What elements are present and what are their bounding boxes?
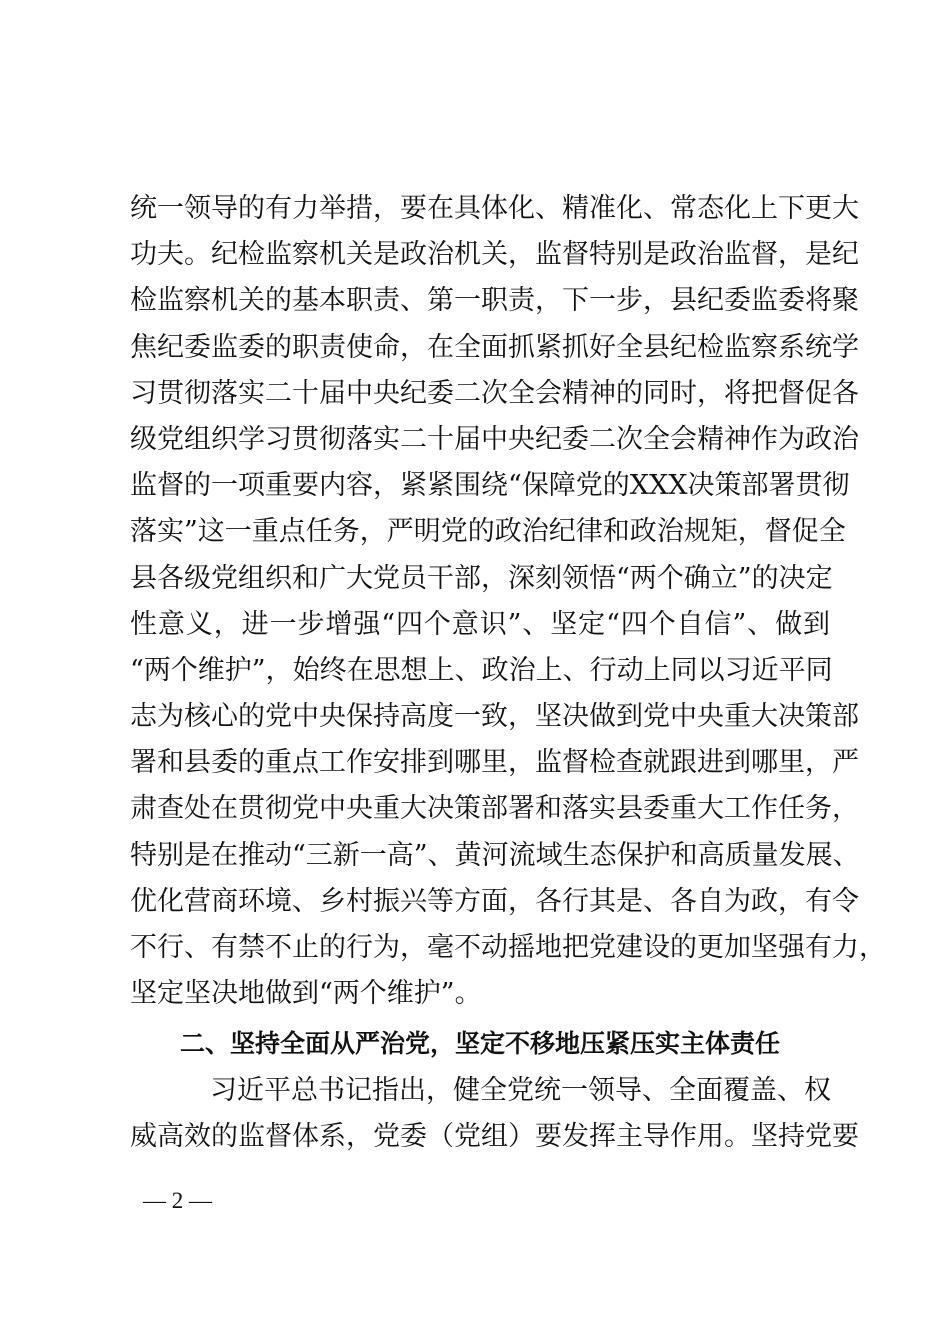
body-line-2: 功夫。纪检监察机关是政治机关，监督特别是政治监督，是纪	[130, 239, 859, 271]
body-line-12: 志为核心的党中央保持高度一致，坚决做到党中央重大决策部	[130, 701, 859, 733]
body-line-13: 署和县委的重点工作安排到哪里，监督检查就跟进到哪里，严	[130, 747, 859, 779]
body-line-9: 县各级党组织和广大党员干部，深刻领悟“两个确立”的决定	[130, 562, 833, 594]
body-line-7: 监督的一项重要内容，紧紧围绕“保障党的XXX决策部署贯彻	[130, 470, 850, 502]
section-heading: 二、坚持全面从严治党，坚定不移地压紧压实主体责任	[180, 1029, 781, 1059]
body-line-6: 级党组织学习贯彻落实二十届中央纪委二次全会精神作为政治	[130, 423, 859, 455]
body-line-8: 落实”这一重点任务，严明党的政治纪律和政治规矩，督促全	[130, 516, 846, 548]
body-line-14: 肃查处在贯彻党中央重大决策部署和落实县委重大工作任务，	[130, 793, 859, 825]
body-line-15: 特别是在推动“三新一高”、黄河流域生态保护和高质量发展、	[130, 839, 860, 871]
paragraph2-line-2: 威高效的监督体系，党委（党组）要发挥主导作用。坚持党要	[130, 1120, 859, 1152]
body-line-5: 习贯彻落实二十届中央纪委二次全会精神的同时，将把督促各	[130, 377, 859, 409]
page-number: — 2 —	[143, 1188, 212, 1213]
body-line-1: 统一领导的有力举措，要在具体化、精准化、常态化上下更大	[130, 193, 859, 224]
body-line-3: 检监察机关的基本职责、第一职责，下一步，县纪委监委将聚	[130, 285, 859, 317]
paragraph2-line-1: 习近平总书记指出，健全党统一领导、全面覆盖、权	[210, 1074, 831, 1106]
body-line-16: 优化营商环境、乡村振兴等方面，各行其是、各自为政，有令	[130, 885, 859, 917]
body-line-4: 焦纪委监委的职责使命，在全面抓紧抓好全县纪检监察系统学	[130, 331, 859, 363]
body-line-11: “两个维护”，始终在思想上、政治上、行动上同以习近平同	[130, 654, 833, 686]
body-line-18: 坚定坚决地做到“两个维护”。	[130, 978, 482, 1010]
body-line-17: 不行、有禁不止的行为，毫不动摇地把党建设的更加坚强有力，	[130, 932, 886, 963]
body-line-10: 性意义，进一步增强“四个意识”、坚定“四个自信”、做到	[130, 608, 830, 640]
document-body	[130, 186, 886, 1160]
